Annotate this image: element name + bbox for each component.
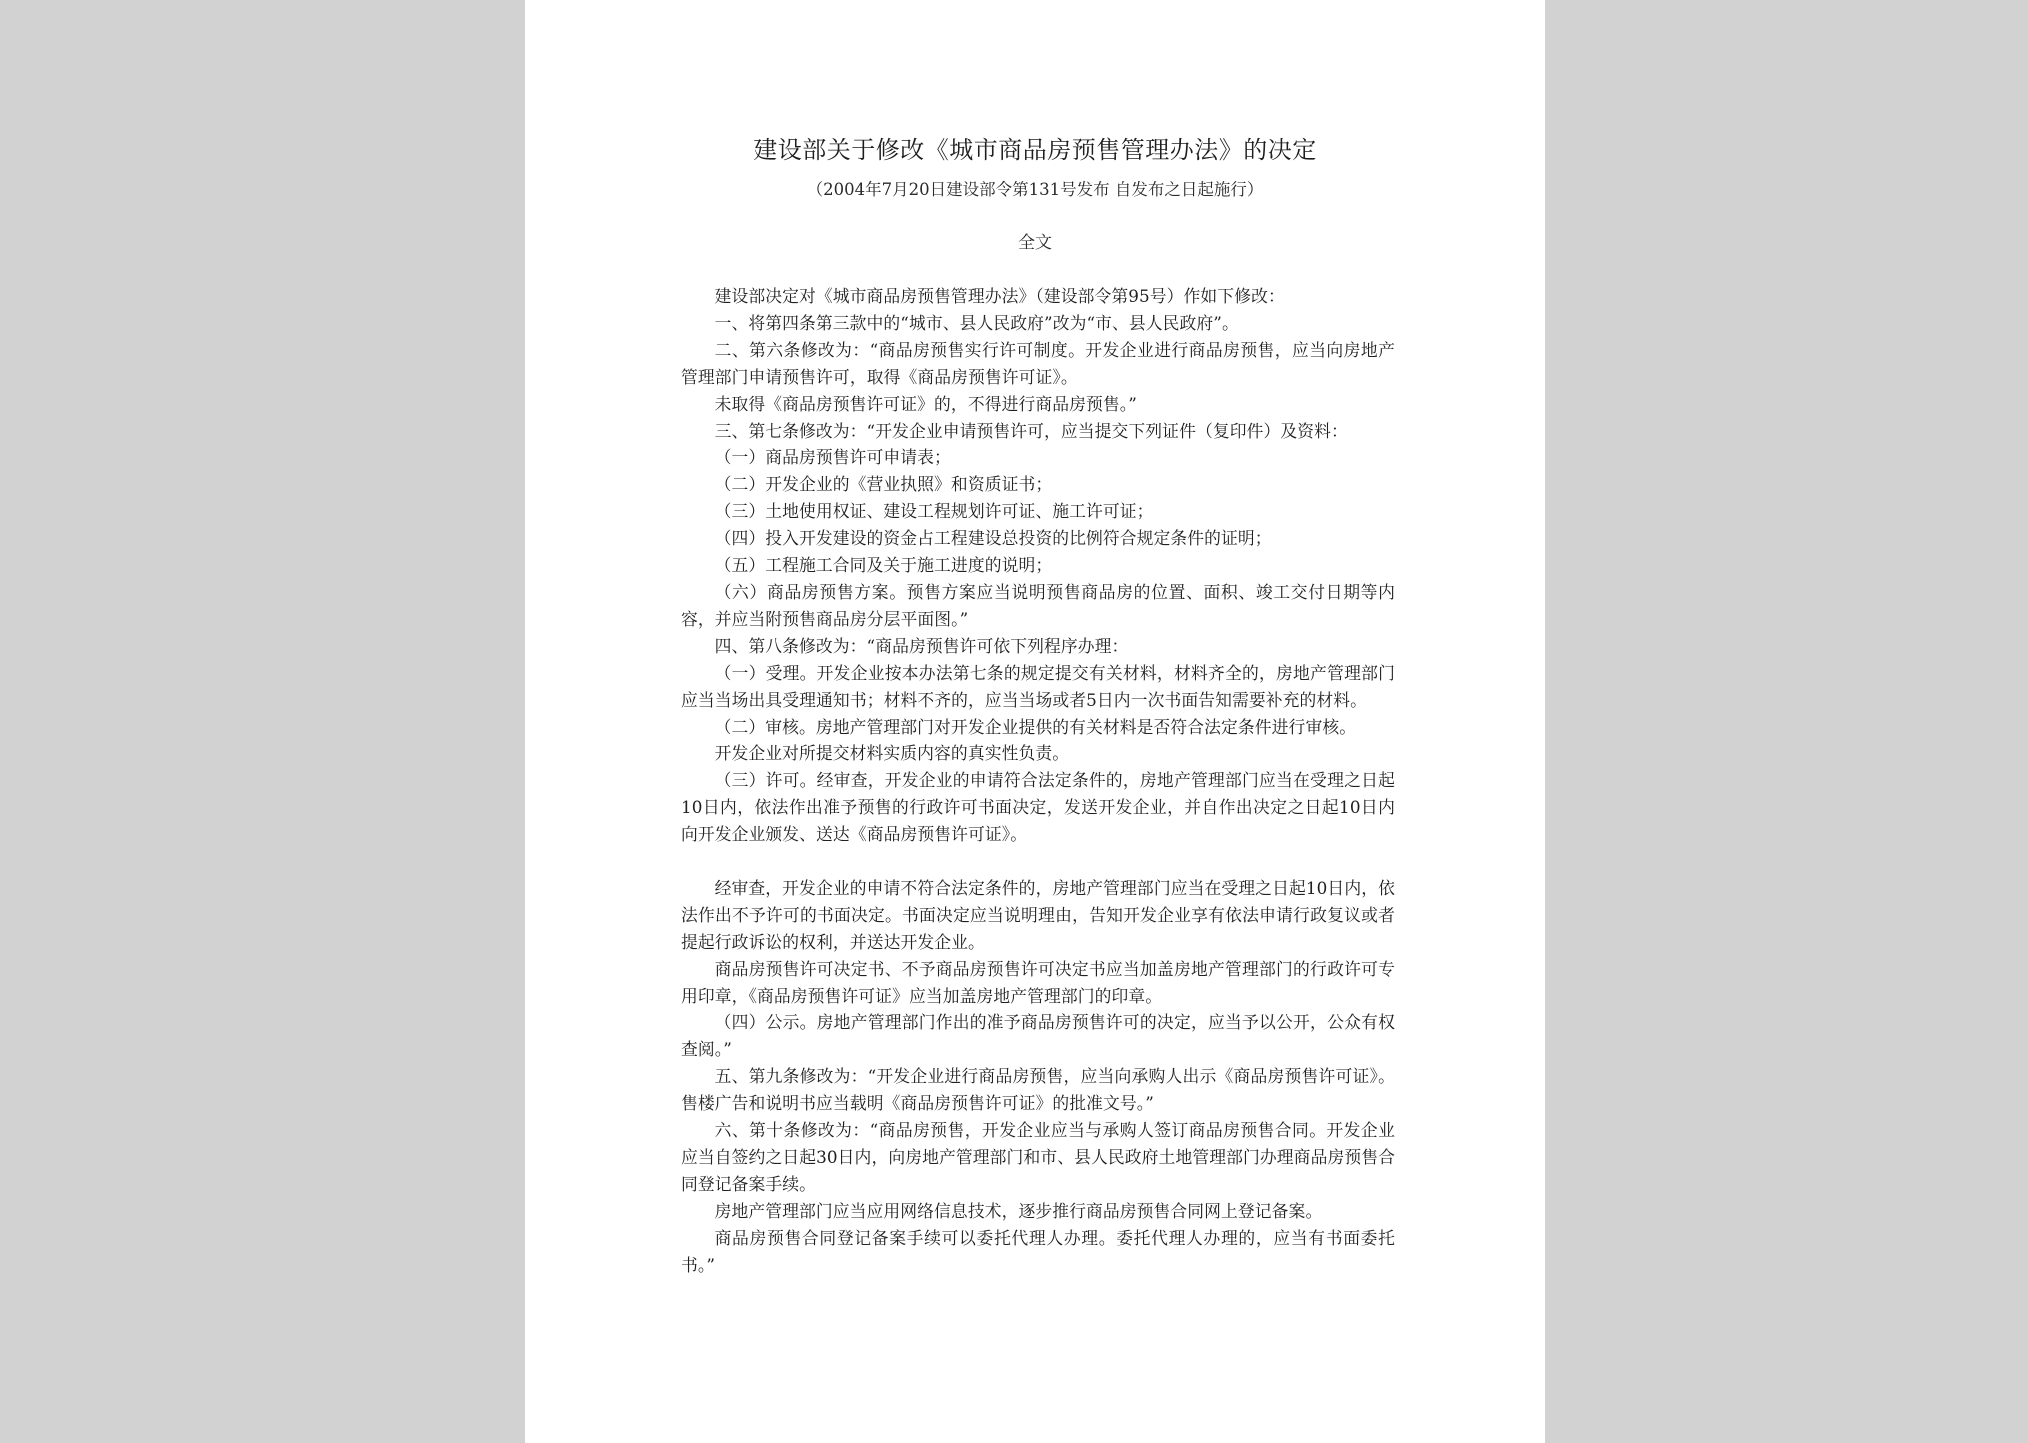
paragraph: 三、第七条修改为：“开发企业申请预售许可，应当提交下列证件（复印件）及资料：: [714, 420, 1348, 441]
document-title: 建设部关于修改《城市商品房预售管理办法》的决定: [753, 136, 1317, 164]
paragraph: 二、第六条修改为：“商品房预售实行许可制度。开发企业进行商品房预售，应当向房地产管理部门申请预售许可，取得《商品房预售许可证》。: [681, 339, 1395, 387]
paragraph: （四）公示。房地产管理部门作出的准予商品房预售许可的决定，应当予以公开，公众有权查阅。”: [681, 1012, 1395, 1060]
paragraph: 建设部决定对《城市商品房预售管理办法》（建设部令第95号）作如下修改：: [714, 286, 1285, 306]
document-subtitle: （2004年7月20日建设部令第131号发布 自发布之日起施行）: [806, 180, 1264, 199]
paragraph: 经审查，开发企业的申请不符合法定条件的，房地产管理部门应当在受理之日起10日内，依法作出不予许可的书面决定。书面决定应当说明理由，告知开发企业享有依法申请行政复议或者提起行政诉讼的权利，并送达开发企业。: [681, 877, 1395, 952]
paragraph: 四、第八条修改为：“商品房预售许可依下列程序办理：: [714, 635, 1129, 656]
paragraph: 商品房预售合同登记备案手续可以委托代理人办理。委托代理人办理的，应当有书面委托书。”: [681, 1227, 1395, 1275]
paragraph: （四）投入开发建设的资金占工程建设总投资的比例符合规定条件的证明；: [714, 528, 1272, 549]
paragraph: （三）土地使用权证、建设工程规划许可证、施工许可证；: [714, 501, 1154, 522]
paragraph: （一）受理。开发企业按本办法第七条的规定提交有关材料，材料齐全的，房地产管理部门应当当场出具受理通知书；材料不齐的，应当当场或者5日内一次书面告知需要补充的材料。: [681, 662, 1395, 710]
paragraph: （三）许可。经审查，开发企业的申请符合法定条件的，房地产管理部门应当在受理之日起10日内，依法作出准予预售的行政许可书面决定，发送开发企业，并自作出决定之日起10日内向开发企业颁发、送达《商品房预售许可证》。: [681, 770, 1395, 845]
paragraph: 五、第九条修改为：“开发企业进行商品房预售，应当向承购人出示《商品房预售许可证》。售楼广告和说明书应当载明《商品房预售许可证》的批准文号。”: [681, 1066, 1395, 1114]
paragraph: （六）商品房预售方案。预售方案应当说明预售商品房的位置、面积、竣工交付日期等内容，并应当附预售商品房分层平面图。”: [681, 581, 1395, 629]
paragraph: （五）工程施工合同及关于施工进度的说明；: [714, 555, 1053, 576]
paragraph: （一）商品房预售许可申请表；: [714, 447, 951, 468]
paragraph: 房地产管理部门应当应用网络信息技术，逐步推行商品房预售合同网上登记备案。: [714, 1200, 1323, 1221]
paragraph: 商品房预售许可决定书、不予商品房预售许可决定书应当加盖房地产管理部门的行政许可专用印章，《商品房预售许可证》应当加盖房地产管理部门的印章。: [681, 958, 1395, 1006]
document-body: [681, 283, 1395, 1279]
section-label: 全文: [1018, 233, 1052, 253]
paragraph: 开发企业对所提交材料实质内容的真实性负责。: [714, 743, 1070, 764]
paragraph: 未取得《商品房预售许可证》的，不得进行商品房预售。”: [714, 393, 1137, 414]
paragraph: （二）开发企业的《营业执照》和资质证书；: [714, 474, 1053, 495]
document-page: [525, 0, 1545, 1443]
paragraph: 一、将第四条第三款中的“城市、县人民政府”改为“市、县人民政府”。: [714, 312, 1239, 333]
paragraph: （二）审核。房地产管理部门对开发企业提供的有关材料是否符合法定条件进行审核。: [714, 716, 1357, 737]
paragraph: 六、第十条修改为：“商品房预售，开发企业应当与承购人签订商品房预售合同。开发企业应当自签约之日起30日内，向房地产管理部门和市、县人民政府土地管理部门办理商品房预售合同登记备案手续。: [681, 1120, 1395, 1194]
